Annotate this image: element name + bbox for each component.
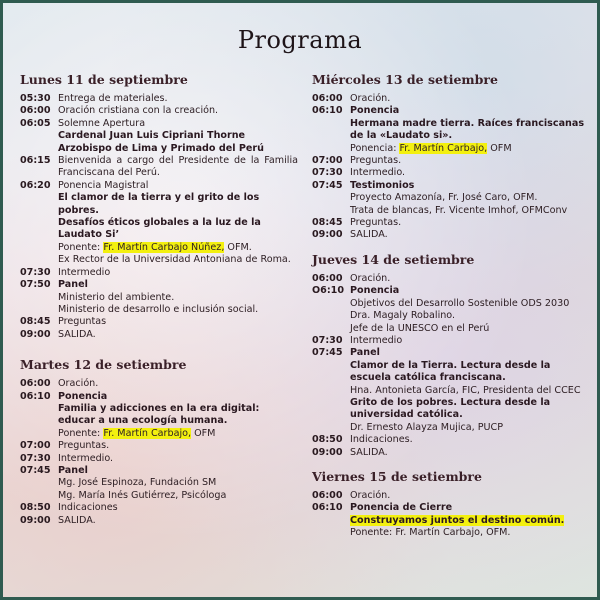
row-text: Oración. — [350, 93, 391, 104]
schedule-row — [20, 515, 298, 527]
schedule-row — [20, 490, 298, 502]
row-time: 06:00 — [312, 489, 343, 501]
talk-title: Grito de los pobres. Lectura desde la universidad católica. — [350, 396, 551, 421]
speaker-line — [58, 428, 298, 440]
row-time: O6:10 — [312, 285, 345, 297]
row-time: 07:00 — [20, 440, 51, 452]
schedule-row — [312, 105, 592, 117]
row-time: 06:00 — [20, 105, 51, 117]
row-detail: Arzobispo de Lima y Primado del Perú — [58, 142, 264, 154]
page-title: Programa — [237, 26, 363, 54]
day-heading-wednesday: Miércoles 13 de setiembre — [312, 72, 498, 87]
schedule-row — [312, 397, 592, 422]
schedule-row — [312, 273, 592, 285]
schedule-row — [312, 502, 592, 514]
schedule-row — [20, 242, 298, 254]
row-detail: Mg. José Espinoza, Fundación SM — [58, 477, 217, 489]
row-text: Ponencia de Cierre — [350, 502, 453, 514]
row-detail: Mg. María Inés Gutiérrez, Psicóloga — [58, 489, 227, 501]
row-time: 07:30 — [20, 452, 51, 464]
schedule-row — [312, 205, 592, 217]
highlighted-speaker: Fr. Martín Carbajo Núñez, — [103, 241, 225, 253]
speaker-suffix: OFM — [487, 142, 512, 154]
row-text: Entrega de materiales. — [58, 93, 168, 104]
talk-title: Desafíos éticos globales a la luz de la Laudato Si’ — [58, 217, 261, 241]
row-text: SALIDA. — [58, 328, 96, 340]
row-time: 08:45 — [312, 217, 343, 229]
row-time: 06:20 — [20, 179, 51, 191]
schedule-row — [20, 304, 298, 316]
schedule-row — [20, 440, 298, 452]
schedule-row — [20, 118, 298, 130]
schedule-row — [20, 378, 298, 390]
row-detail: Dra. Magaly Robalino. — [350, 310, 456, 322]
schedule-row — [20, 329, 298, 341]
schedule-row — [20, 192, 298, 217]
schedule-row — [312, 298, 592, 310]
highlighted-title: Construyamos juntos el destino común. — [350, 514, 565, 526]
row-detail: Jefe de la UNESCO en el Perú — [350, 322, 490, 334]
row-time: 07:45 — [312, 179, 343, 191]
row-detail: Hna. Antonieta García, FIC, Presidenta del CCEC — [350, 384, 581, 396]
schedule-row — [20, 130, 298, 142]
schedule-row — [20, 143, 298, 155]
schedule-row — [20, 155, 298, 180]
row-time: 09:00 — [20, 514, 51, 526]
schedule-row — [20, 391, 298, 403]
row-text: Bienvenida a cargo del Presidente de la Familia Franciscana del Perú. — [58, 155, 298, 179]
schedule-row — [312, 515, 592, 527]
row-time: 06:00 — [312, 272, 343, 284]
row-detail: Ex Rector de la Universidad Antoniana de Roma. — [58, 254, 291, 266]
schedule-row — [312, 434, 592, 446]
schedule-row — [312, 180, 592, 192]
schedule-row — [312, 167, 592, 179]
row-text: Testimonios — [350, 179, 415, 191]
schedule-row — [312, 310, 592, 322]
schedule-row — [312, 285, 592, 297]
schedule-row — [20, 217, 298, 242]
schedule-row — [312, 229, 592, 241]
row-text: Intermedio — [350, 334, 403, 346]
row-text: Ponencia — [350, 105, 400, 117]
day-heading-thursday: Jueves 14 de setiembre — [312, 251, 475, 267]
schedule-row — [312, 447, 592, 459]
day-heading-tuesday: Martes 12 de setiembre — [20, 357, 187, 373]
row-detail: Cardenal Juan Luis Cipriani Thorne — [58, 130, 246, 142]
row-time: 09:00 — [312, 446, 343, 458]
row-time: 06:00 — [20, 378, 51, 390]
row-text: Intermedio. — [350, 167, 406, 179]
schedule-row — [20, 105, 298, 117]
row-text: Ponencia — [58, 390, 108, 402]
row-text: Preguntas. — [350, 217, 402, 229]
schedule-row — [20, 428, 298, 440]
row-detail: Ponente: Fr. Martín Carbajo, OFM. — [350, 527, 511, 539]
schedule-row — [20, 502, 298, 514]
row-text: Ponencia — [350, 285, 400, 297]
day-heading-monday: Lunes 11 de septiembre — [20, 72, 188, 87]
row-time: 08:50 — [20, 502, 51, 514]
schedule-row — [312, 385, 592, 397]
schedule-row — [20, 292, 298, 304]
row-text: Oración. — [58, 378, 99, 390]
row-text: Preguntas. — [58, 440, 110, 452]
row-text: SALIDA. — [350, 446, 388, 458]
row-time: 07:45 — [312, 347, 343, 359]
talk-title: El clamor de la tierra y el grito de los pobres. — [58, 192, 260, 216]
speaker-line — [58, 242, 298, 254]
day-heading-friday: Viernes 15 de setiembre — [312, 468, 482, 484]
talk-title — [350, 515, 592, 527]
row-time: 07:30 — [312, 167, 343, 179]
speaker-prefix: Ponente: — [58, 427, 104, 439]
schedule-row — [312, 143, 592, 155]
row-detail: Ministerio del ambiente. — [58, 291, 175, 303]
row-text: Indicaciones. — [350, 434, 413, 446]
row-text: Panel — [350, 347, 380, 359]
schedule-row — [312, 422, 592, 434]
talk-title: Hermana madre tierra. Raíces franciscanas de la «Laudato si». — [350, 117, 585, 142]
row-detail: Objetivos del Desarrollo Sostenible ODS 2030 — [350, 297, 570, 309]
speaker-prefix: Ponencia: — [350, 142, 400, 154]
row-time: 07:30 — [20, 266, 51, 278]
talk-title: Familia y adicciones en la era digital: educar a una ecología humana. — [58, 402, 260, 427]
schedule-row — [20, 403, 298, 428]
row-time: 08:45 — [20, 316, 51, 328]
row-text: Indicaciones — [58, 502, 118, 514]
highlighted-speaker: Fr. Martín Carbajo, — [103, 427, 192, 439]
schedule-row — [20, 279, 298, 291]
row-text: Intermedio. — [58, 452, 114, 464]
row-time: 07:45 — [20, 464, 51, 476]
row-detail: Proyecto Amazonía, Fr. José Caro, OFM. — [350, 192, 538, 204]
speaker-suffix: OFM. — [224, 241, 252, 253]
row-text: Ponencia Magistral — [58, 179, 149, 191]
row-time: 05:30 — [20, 93, 51, 104]
schedule-row — [20, 254, 298, 266]
schedule-row — [312, 527, 592, 539]
schedule-row — [312, 323, 592, 335]
row-time: 09:00 — [312, 229, 343, 241]
row-detail: Dr. Ernesto Alayza Mujica, PUCP — [350, 421, 504, 433]
schedule-row — [312, 155, 592, 167]
left-column — [20, 72, 298, 527]
schedule-row — [20, 465, 298, 477]
row-text: Panel — [58, 279, 88, 291]
talk-title: Clamor de la Tierra. Lectura desde la escuela católica franciscana. — [350, 359, 551, 384]
schedule-row — [312, 93, 592, 105]
row-time: 07:00 — [312, 155, 343, 167]
schedule-row — [20, 316, 298, 328]
row-time: 09:00 — [20, 328, 51, 340]
row-text: Oración. — [350, 272, 391, 284]
schedule-row — [312, 360, 592, 385]
speaker-line — [350, 143, 592, 155]
schedule-row — [312, 335, 592, 347]
row-time: 06:10 — [312, 105, 343, 117]
row-text: SALIDA. — [350, 229, 388, 241]
schedule-row — [20, 477, 298, 489]
row-time: 08:50 — [312, 434, 343, 446]
schedule-row — [312, 490, 592, 502]
row-text: Preguntas — [58, 316, 107, 328]
row-time: 06:10 — [312, 502, 343, 514]
schedule-row — [20, 453, 298, 465]
right-column — [312, 72, 592, 540]
row-text: Solemne Apertura — [58, 117, 146, 129]
row-detail: Ministerio de desarrollo e inclusión social. — [58, 303, 259, 315]
row-time: 06:05 — [20, 117, 51, 129]
schedule-row — [20, 180, 298, 192]
speaker-suffix: OFM — [191, 427, 216, 439]
row-time: 06:10 — [20, 390, 51, 402]
row-time: 06:00 — [312, 93, 343, 104]
row-text: Preguntas. — [350, 155, 402, 167]
row-text: Panel — [58, 464, 88, 476]
row-text: Intermedio — [58, 266, 111, 278]
row-time: 07:30 — [312, 334, 343, 346]
row-time: 06:15 — [20, 155, 51, 167]
row-detail: Trata de blancas, Fr. Vicente Imhof, OFMConv — [350, 204, 568, 216]
schedule-row — [20, 93, 298, 105]
schedule-row — [312, 347, 592, 359]
highlighted-speaker: Fr. Martín Carbajo, — [399, 142, 488, 154]
schedule-row — [20, 267, 298, 279]
row-text: SALIDA. — [58, 514, 96, 526]
speaker-prefix: Ponente: — [58, 241, 104, 253]
schedule-row — [312, 118, 592, 143]
row-time: 07:50 — [20, 279, 51, 291]
row-text: Oración. — [350, 489, 391, 501]
schedule-row — [312, 217, 592, 229]
row-text: Oración cristiana con la creación. — [58, 105, 219, 117]
schedule-row — [312, 192, 592, 204]
